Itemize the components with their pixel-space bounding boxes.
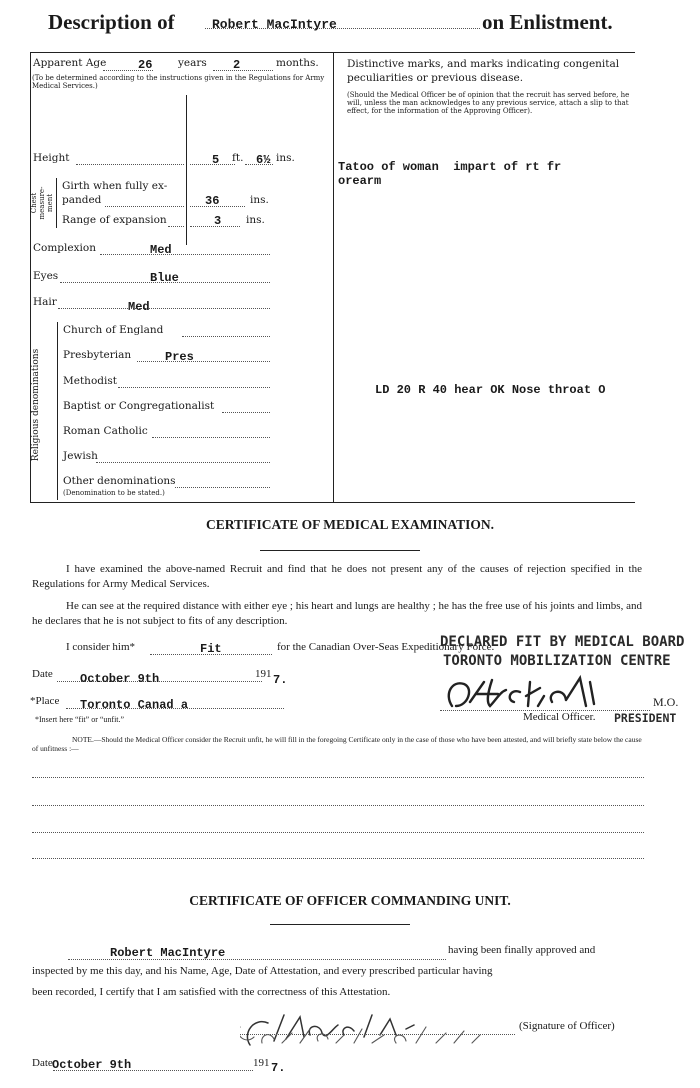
- tattoo-text: Tatoo of woman impart of rt fr orearm: [338, 160, 562, 188]
- religion-church-of-england: Church of England: [63, 324, 164, 336]
- unfit-line-2: [32, 805, 644, 806]
- religion-roman-catholic: Roman Catholic: [63, 425, 148, 437]
- hair-label: Hair: [33, 296, 57, 308]
- religion-line-4: [152, 437, 270, 438]
- hair-line: [58, 308, 270, 309]
- commanding-text-3: been recorded, I certify that I am satisfied with the correctness of this Attestation.: [32, 986, 391, 998]
- mo-label: M.O.: [653, 695, 679, 709]
- unfit-line-1: [32, 777, 644, 778]
- insert-note: *Insert here “fit” or “unfit.”: [35, 715, 125, 724]
- religion-other-note: (Denomination to be stated.): [63, 489, 165, 497]
- chest-bracket: [56, 178, 57, 228]
- exam-notes: LD 20 R 40 hear OK Nose throat O: [375, 383, 606, 397]
- stamp-declared-fit: DECLARED FIT BY MEDICAL BOARD: [440, 634, 685, 650]
- chest-side-label: Chest measure-ment: [30, 186, 54, 220]
- hair-value: Med: [128, 300, 150, 314]
- religion-methodist: Methodist: [63, 375, 117, 387]
- medical-paragraph-2: He can see at the required distance with either eye ; his heart and lungs are healthy ; he has the free use of his joints and limbs, and he declares that he is not subject to fits of any description.: [32, 600, 642, 627]
- complexion-label: Complexion: [33, 242, 96, 254]
- medical-note: NOTE.—Should the Medical Officer consider the Recruit unfit, he will fill in the foregoing Certificate only in the case of those who have been attested, and will briefly state below the cause of unfitness :—: [32, 735, 642, 753]
- religion-line-5: [96, 462, 270, 463]
- med-date-label: Date: [32, 668, 53, 680]
- range-label: Range of expansion: [62, 214, 167, 226]
- consider-pre: I consider him*: [66, 641, 136, 653]
- height-label: Height: [33, 152, 70, 164]
- girth-dots: [105, 206, 184, 207]
- unfit-line-4: [32, 858, 644, 859]
- age-years: 26: [138, 58, 153, 72]
- signature-line: [240, 1034, 515, 1035]
- commanding-year-prefix: 191: [253, 1057, 270, 1069]
- header-left: Description of: [48, 10, 175, 34]
- commanding-date-label: Date: [32, 1057, 53, 1069]
- place-label: *Place: [30, 695, 60, 707]
- marks-note: (Should the Medical Officer be of opinion that the recruit has served before, he will, unless the man acknowledges to any previous service, attach a slip to that effect, for the information of the Approving Officer).: [347, 91, 630, 115]
- religion-presbyterian: Presbyterian: [63, 349, 132, 361]
- range-value: 3: [214, 214, 222, 228]
- commanding-text-2: inspected by me this day, and his Name, Age, Date of Attestation, and every prescribed particular having: [32, 965, 493, 977]
- complexion-line: [100, 254, 270, 255]
- commanding-text-1: having been finally approved and: [448, 944, 596, 956]
- consider-post: for the Canadian Over-Seas Expeditionary Force.: [277, 641, 495, 653]
- age-months-label: months.: [276, 57, 319, 69]
- religion-line-3: [222, 412, 270, 413]
- eyes-label: Eyes: [33, 270, 59, 282]
- religion-bracket: [57, 322, 58, 500]
- marks-label: Distinctive marks, and marks indicating congenital peculiarities or previous disease.: [347, 58, 620, 84]
- religion-side-label: Religious denominations: [31, 348, 41, 462]
- eyes-value: Blue: [150, 271, 179, 285]
- commanding-year-suffix: 7.: [271, 1061, 286, 1075]
- header-name: Robert MacIntyre: [212, 17, 337, 32]
- medical-title-rule: [260, 550, 420, 551]
- medical-officer-label: Medical Officer.: [523, 711, 596, 723]
- measure-divider: [186, 95, 187, 245]
- president-stamp: PRESIDENT: [614, 711, 677, 725]
- stamp-toronto: TORONTO MOBILIZATION CENTRE: [443, 653, 671, 669]
- med-date-value: October 9th: [80, 672, 160, 686]
- commanding-name: Robert MacIntyre: [110, 946, 226, 960]
- range-dots: [168, 226, 184, 227]
- height-ft: 5: [212, 153, 220, 167]
- girth-label2: panded: [62, 194, 102, 206]
- place-value: Toronto Canad a: [80, 698, 189, 712]
- med-year-prefix: 191: [255, 668, 272, 680]
- religion-other: Other denominations: [63, 475, 176, 487]
- height-dots: [76, 164, 184, 165]
- height-ft-label: ft.: [232, 152, 244, 164]
- religion-baptist: Baptist or Congregationalist: [63, 400, 215, 412]
- age-months-line: [213, 70, 273, 71]
- girth-label: Girth when fully ex-: [62, 180, 168, 192]
- height-ins-label: ins.: [276, 152, 295, 164]
- commanding-title-rule: [270, 924, 410, 925]
- range-unit: ins.: [246, 214, 265, 226]
- header-right: on Enlistment.: [482, 10, 613, 34]
- complexion-value: Med: [150, 243, 172, 257]
- age-months: 2: [233, 58, 241, 72]
- age-years-label: years: [178, 57, 207, 69]
- consider-value: Fit: [200, 642, 222, 656]
- height-ins: 6½: [256, 153, 271, 167]
- religion-line-2: [118, 387, 270, 388]
- medical-title: CERTIFICATE OF MEDICAL EXAMINATION.: [205, 517, 495, 532]
- religion-line-1: [137, 361, 270, 362]
- commanding-officer-signature: [240, 1005, 520, 1053]
- med-year-suffix: 7.: [273, 673, 288, 687]
- signature-label: (Signature of Officer): [519, 1020, 615, 1032]
- girth-unit: ins.: [250, 194, 269, 206]
- religion-jewish: Jewish: [63, 450, 98, 462]
- age-note: (To be determined according to the instructions given in the Regulations for Army Medical Services.): [32, 74, 325, 90]
- presbyterian-value: Pres: [165, 350, 194, 364]
- form-bottom-border: [30, 502, 635, 503]
- column-divider: [333, 52, 334, 502]
- girth-value: 36: [205, 194, 220, 208]
- medical-paragraph-1: I have examined the above-named Recruit and find that he does not present any of the causes of rejection specified in the Regulations for Army Medical Services.: [32, 563, 642, 590]
- unfit-line-3: [32, 832, 644, 833]
- commanding-title: CERTIFICATE OF OFFICER COMMANDING UNIT.: [189, 893, 511, 908]
- religion-line-0: [182, 336, 270, 337]
- religion-line-6: [175, 487, 270, 488]
- commanding-date-value: October 9th: [52, 1058, 132, 1072]
- age-label: Apparent Age: [33, 57, 107, 69]
